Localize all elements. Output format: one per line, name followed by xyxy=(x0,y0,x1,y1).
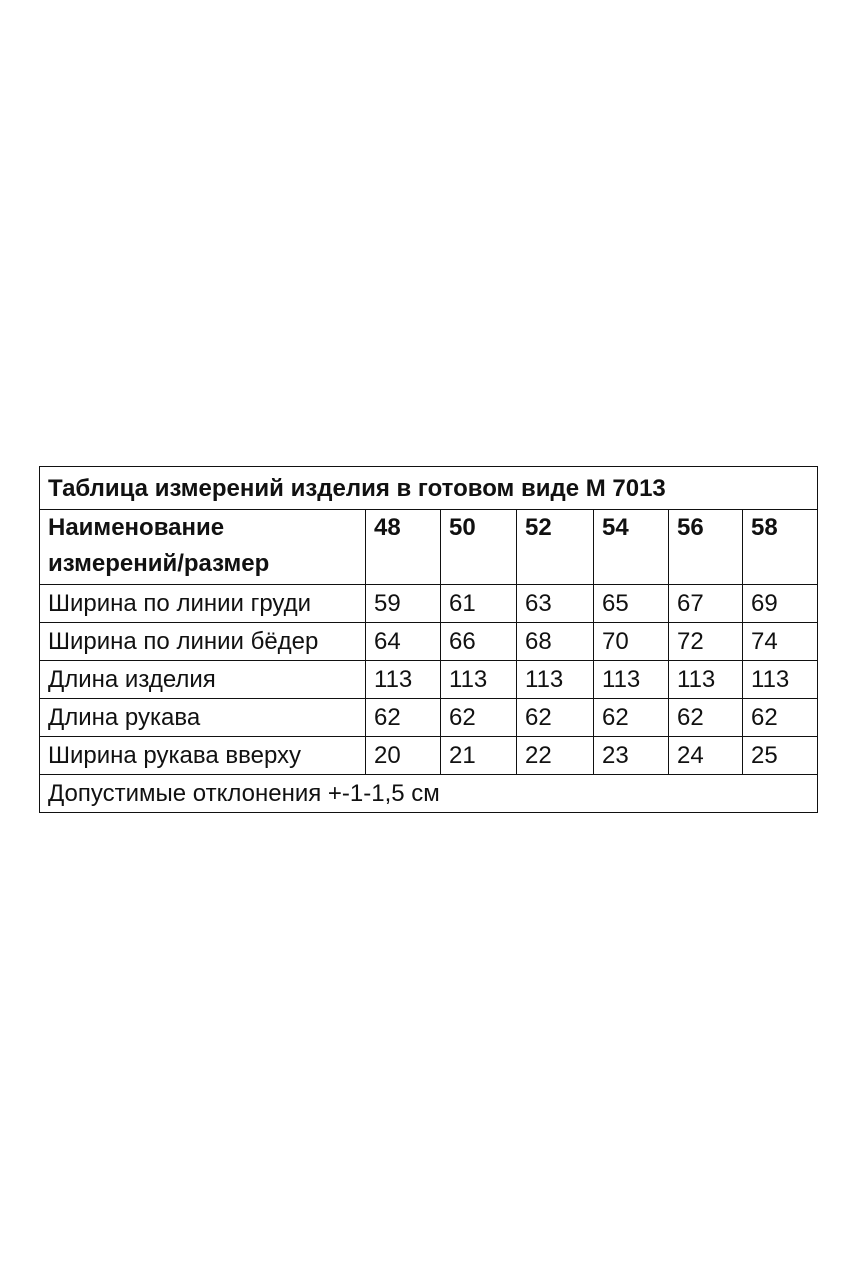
table-cell: 113 xyxy=(366,661,441,699)
table-cell: 22 xyxy=(517,737,594,775)
table-cell: 63 xyxy=(517,585,594,623)
table-cell: 62 xyxy=(517,699,594,737)
table-title-row xyxy=(40,467,818,510)
table-cell: 113 xyxy=(594,661,669,699)
table-cell: 23 xyxy=(594,737,669,775)
measurement-table xyxy=(39,466,818,813)
row-label: Ширина по линии груди xyxy=(40,585,366,623)
table-cell: 113 xyxy=(517,661,594,699)
table-cell: 67 xyxy=(669,585,743,623)
size-header: 56 xyxy=(669,510,743,585)
table-cell: 25 xyxy=(743,737,818,775)
table-cell: 113 xyxy=(743,661,818,699)
table-title: Таблица измерений изделия в готовом виде М 7013 xyxy=(40,467,818,510)
table-cell: 24 xyxy=(669,737,743,775)
size-header: 52 xyxy=(517,510,594,585)
table-cell: 68 xyxy=(517,623,594,661)
table-cell: 61 xyxy=(441,585,517,623)
header-label-line2: измерений/размер xyxy=(48,550,270,577)
size-header: 58 xyxy=(743,510,818,585)
header-label xyxy=(40,510,366,585)
table-cell: 59 xyxy=(366,585,441,623)
table-cell: 74 xyxy=(743,623,818,661)
size-header: 54 xyxy=(594,510,669,585)
row-label: Ширина рукава вверху xyxy=(40,737,366,775)
table-cell: 62 xyxy=(594,699,669,737)
row-label: Ширина по линии бёдер xyxy=(40,623,366,661)
table-cell: 64 xyxy=(366,623,441,661)
size-header: 50 xyxy=(441,510,517,585)
header-label-line1: Наименование xyxy=(48,514,225,541)
table-cell: 20 xyxy=(366,737,441,775)
row-label: Длина рукава xyxy=(40,699,366,737)
table-header-row xyxy=(40,510,818,585)
table-cell: 69 xyxy=(743,585,818,623)
table-cell: 62 xyxy=(441,699,517,737)
table-cell: 21 xyxy=(441,737,517,775)
table-row xyxy=(40,623,818,661)
table-cell: 113 xyxy=(441,661,517,699)
table-cell: 65 xyxy=(594,585,669,623)
table-row xyxy=(40,585,818,623)
table-cell: 66 xyxy=(441,623,517,661)
size-header: 48 xyxy=(366,510,441,585)
table-row xyxy=(40,661,818,699)
table-note-row xyxy=(40,775,818,813)
table-cell: 62 xyxy=(669,699,743,737)
tolerance-note: Допустимые отклонения +-1-1,5 см xyxy=(40,775,818,813)
table-row xyxy=(40,737,818,775)
table-cell: 62 xyxy=(366,699,441,737)
table-cell: 70 xyxy=(594,623,669,661)
table-cell: 62 xyxy=(743,699,818,737)
table-row xyxy=(40,699,818,737)
row-label: Длина изделия xyxy=(40,661,366,699)
table-cell: 72 xyxy=(669,623,743,661)
table-cell: 113 xyxy=(669,661,743,699)
